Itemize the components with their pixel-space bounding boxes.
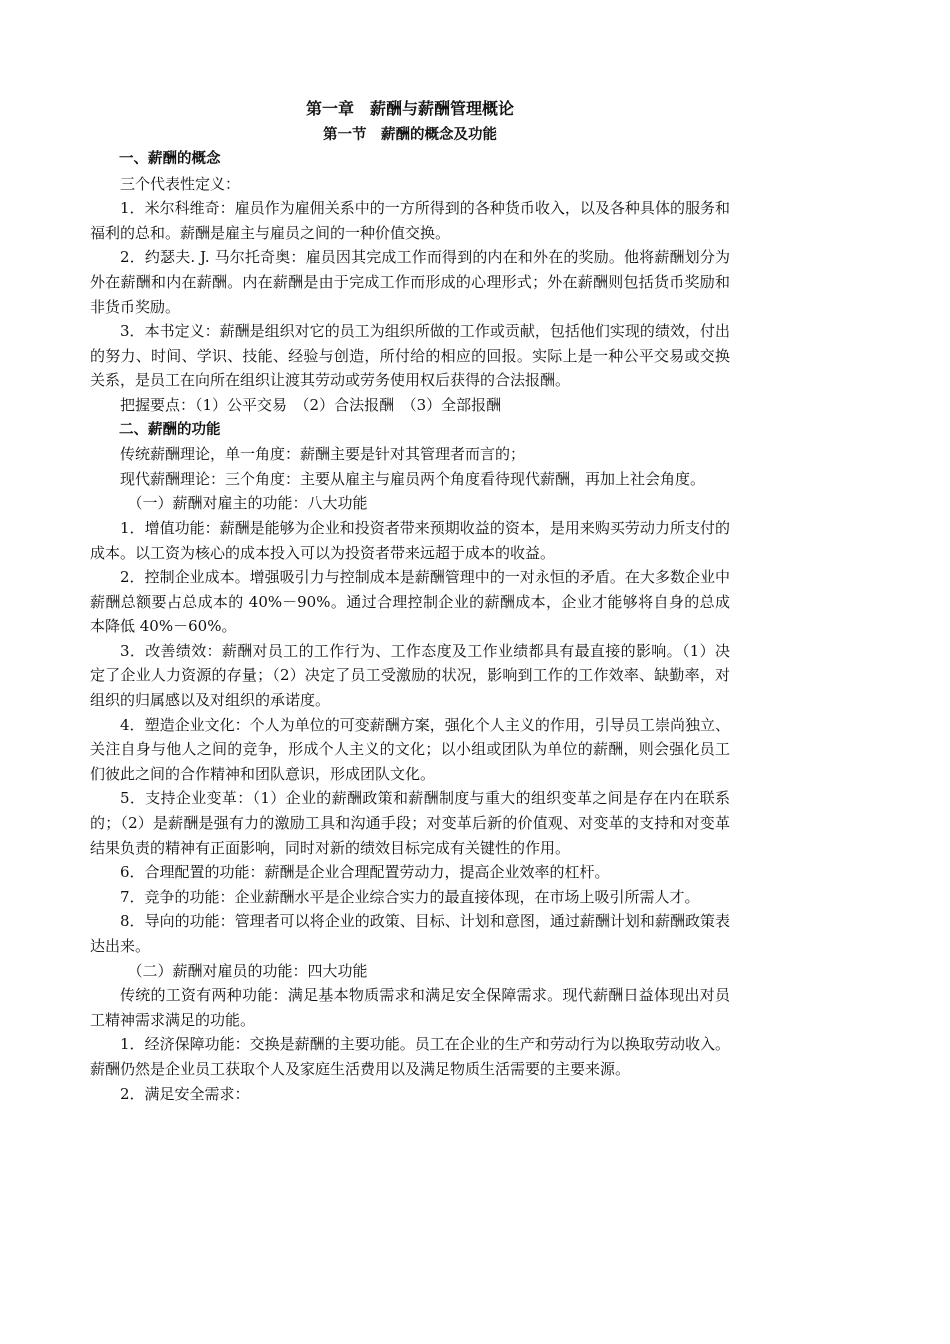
list-item: 4．塑造企业文化：个人为单位的可变薪酬方案，强化个人主义的作用，引导员工崇尚独立、关注自身与他人之间的竞争，形成个人主义的文化；以小组或团队为单位的薪酬，则会强化员工们彼此之间的合作精神和团队意识，形成团队文化。 bbox=[90, 715, 730, 783]
list-item: 6．合理配置的功能：薪酬是企业合理配置劳动力，提高企业效率的杠杆。 bbox=[120, 863, 610, 882]
section-title: 第一节 薪酬的概念及功能 bbox=[323, 127, 497, 143]
employee-functions bbox=[90, 959, 730, 1107]
definition-milkovich: 1．米尔科维奇：雇员作为雇佣关系中的一方所得到的各种货币收入，以及各种具体的服务和福利的总和。薪酬是雇主与雇员之间的一种价值交换。 bbox=[90, 199, 730, 242]
list-item: 2．控制企业成本。增强吸引力与控制成本是薪酬管理中的一对永恒的矛盾。在大多数企业中薪酬总额要占总成本的 40%－90%。通过合理控制企业的薪酬成本，企业才能够将自身的总成本降低 40%－60%。 bbox=[90, 568, 730, 636]
employer-functions bbox=[90, 491, 730, 958]
list-item: 传统的工资有两种功能：满足基本物质需求和满足安全保障需求。现代薪酬日益体现出对员工精神需求满足的功能。 bbox=[90, 986, 730, 1029]
function-section bbox=[90, 418, 730, 492]
list-item: 2．满足安全需求： bbox=[120, 1084, 250, 1103]
list-item: 3．改善绩效：薪酬对员工的工作行为、工作态度及工作业绩都具有最直接的影响。（1）决定了企业人力资源的存量；（2）决定了员工受激励的状况，影响到工作的工作效率、缺勤率，对组织的归属感以及对组织的承诺度。 bbox=[90, 641, 730, 710]
modern-theory: 现代薪酬理论：三个角度：主要从雇主与雇员两个角度看待现代薪酬，再加上社会角度。 bbox=[120, 469, 706, 488]
traditional-theory: 传统薪酬理论，单一角度：薪酬主要是针对其管理者而言的； bbox=[120, 445, 526, 464]
definition-book: 3．本书定义：薪酬是组织对它的员工为组织所做的工作或贡献，包括他们实现的绩效，付出的努力、时间、学识、技能、经验与创造，所付给的相应的回报。实际上是一种公平交易或交换关系，是员工在向所在组织让渡其劳动或劳务使用权后获得的合法报酬。 bbox=[90, 322, 730, 390]
document-page bbox=[90, 96, 730, 1106]
list-item: 7．竞争的功能：企业薪酬水平是企业综合实力的最直接体现，在市场上吸引所需人才。 bbox=[120, 887, 700, 906]
function-heading: 二、薪酬的功能 bbox=[119, 421, 221, 438]
employer-functions-subheading: （一）薪酬对雇主的功能：八大功能 bbox=[127, 494, 368, 513]
concept-intro: 三个代表性定义： bbox=[120, 174, 241, 193]
chapter-title: 第一章 薪酬与薪酬管理概论 bbox=[305, 99, 514, 118]
list-item: 1．增值功能：薪酬是能够为企业和投资者带来预期收益的资本，是用来购买劳动力所支付的成本。以工资为核心的成本投入可以为投资者带来远超于成本的收益。 bbox=[90, 518, 730, 562]
list-item: 1．经济保障功能：交换是薪酬的主要功能。员工在企业的生产和劳动行为以换取劳动收入。薪酬仍然是企业员工获取个人及家庭生活费用以及满足物质生活需要的主要来源。 bbox=[90, 1035, 730, 1078]
definition-martocchio: 2．约瑟夫. J. 马尔托奇奥：雇员因其完成工作而得到的内在和外在的奖励。他将薪酬划分为外在薪酬和内在薪酬。内在薪酬是由于完成工作而形成的心理形式；外在薪酬则包括货币奖励和非货币奖励。 bbox=[90, 248, 730, 316]
employee-functions-subheading: （二）薪酬对雇员的功能：四大功能 bbox=[127, 961, 368, 980]
list-item: 5．支持企业变革：（1）企业的薪酬政策和薪酬制度与重大的组织变革之间是存在内在联系的；（2）是薪酬是强有力的激励工具和沟通手段；对变革后新的价值观、对变革的支持和对变革结果负责的精神有正面影响，同时对新的绩效目标完成有关键性的作用。 bbox=[90, 789, 730, 857]
concept-section bbox=[90, 147, 730, 418]
list-item: 8．导向的功能：管理者可以将企业的政策、目标、计划和意图，通过薪酬计划和薪酬政策表达出来。 bbox=[90, 912, 730, 955]
key-points: 把握要点：（1）公平交易 （2）合法报酬 （3）全部报酬 bbox=[120, 395, 502, 414]
concept-heading: 一、薪酬的概念 bbox=[119, 151, 221, 167]
